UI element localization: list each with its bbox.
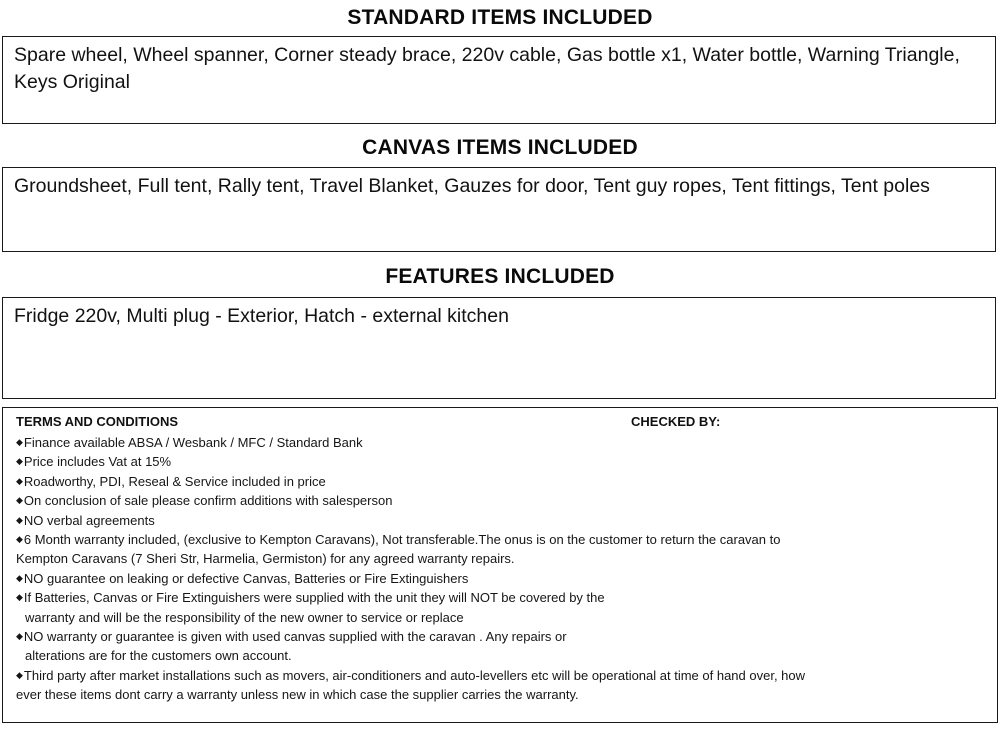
terms-item-text [16, 491, 987, 510]
terms-item [16, 511, 987, 530]
terms-line: alterations are for the customers own account. [25, 648, 292, 664]
terms-line: warranty and will be the responsibility of the new owner to service or replace [25, 609, 464, 625]
terms-line: 6 Month warranty included, (exclusive to Kempton Caravans), Not transferable.The onus is on the customer to return the caravan to [23, 532, 781, 548]
terms-line: Roadworthy, PDI, Reseal & Service included in price [23, 473, 326, 489]
terms-box [2, 407, 998, 723]
bullet-icon: ◆ [16, 592, 23, 603]
terms-item-text [16, 530, 987, 549]
terms-item [16, 588, 987, 627]
standard-items-box [2, 36, 996, 124]
features-content: Fridge 220v, Multi plug - Exterior, Hatch - external kitchen [14, 305, 509, 327]
terms-item [16, 569, 987, 588]
features-box [2, 297, 996, 399]
terms-line: If Batteries, Canvas or Fire Extinguishers were supplied with the unit they will NOT be covered by the [23, 590, 605, 606]
terms-line: Finance available ABSA / Wesbank / MFC / Standard Bank [23, 435, 363, 450]
bullet-icon: ◆ [16, 475, 23, 486]
terms-item-text [16, 627, 987, 646]
terms-item-text [16, 472, 987, 491]
terms-item-continuation [16, 608, 987, 627]
bullet-icon: ◆ [16, 572, 23, 583]
terms-item-continuation [16, 646, 987, 665]
bullet-icon: ◆ [16, 631, 23, 642]
terms-title: TERMS AND CONDITIONS [16, 414, 179, 429]
canvas-items-heading: CANVAS ITEMS INCLUDED [362, 136, 638, 159]
terms-item [16, 491, 987, 510]
features-heading: FEATURES INCLUDED [385, 265, 615, 288]
standard-items-content: Spare wheel, Wheel spanner, Corner steady brace, 220v cable, Gas bottle x1, Water bottle, Warning Triangle, Keys Original [14, 44, 960, 93]
terms-line: Third party after market installations such as movers, air-conditioners and auto-levellers etc will be operational at time of hand over, how [23, 667, 806, 683]
terms-item-continuation [16, 685, 987, 704]
terms-line: NO verbal agreements [23, 512, 155, 528]
terms-line: On conclusion of sale please confirm additions with salesperson [23, 493, 393, 509]
bullet-icon: ◆ [16, 534, 23, 545]
terms-item-text [16, 569, 987, 588]
bullet-icon: ◆ [16, 456, 23, 467]
bullet-icon: ◆ [16, 437, 23, 447]
terms-item [16, 472, 987, 491]
terms-line: Kempton Caravans (7 Sheri Str, Harmelia, Germiston) for any agreed warranty repairs. [16, 551, 515, 567]
standard-items-heading: STANDARD ITEMS INCLUDED [347, 6, 653, 29]
bullet-icon: ◆ [16, 514, 23, 525]
terms-item [16, 666, 987, 705]
canvas-items-box [2, 167, 996, 252]
canvas-items-content: Groundsheet, Full tent, Rally tent, Travel Blanket, Gauzes for door, Tent guy ropes, Tent fittings, Tent poles [14, 175, 930, 197]
bullet-icon: ◆ [16, 669, 23, 680]
terms-item-text [16, 666, 987, 685]
terms-item [16, 530, 987, 569]
terms-item [16, 433, 987, 452]
terms-item-text [16, 452, 987, 471]
terms-list [16, 433, 987, 705]
checked-by-label: CHECKED BY: [631, 414, 721, 429]
terms-line: ever these items dont carry a warranty unless new in which case the supplier carries the warranty. [16, 687, 579, 703]
terms-item [16, 452, 987, 471]
terms-line: Price includes Vat at 15% [23, 454, 172, 470]
bullet-icon: ◆ [16, 495, 23, 506]
terms-line: NO warranty or guarantee is given with used canvas supplied with the caravan . Any repairs or [23, 629, 567, 645]
terms-item-text [16, 511, 987, 530]
terms-item-text [16, 588, 987, 607]
terms-item-continuation [16, 549, 987, 568]
terms-item-text [16, 433, 987, 452]
terms-item [16, 627, 987, 666]
terms-line: NO guarantee on leaking or defective Canvas, Batteries or Fire Extinguishers [23, 570, 469, 586]
